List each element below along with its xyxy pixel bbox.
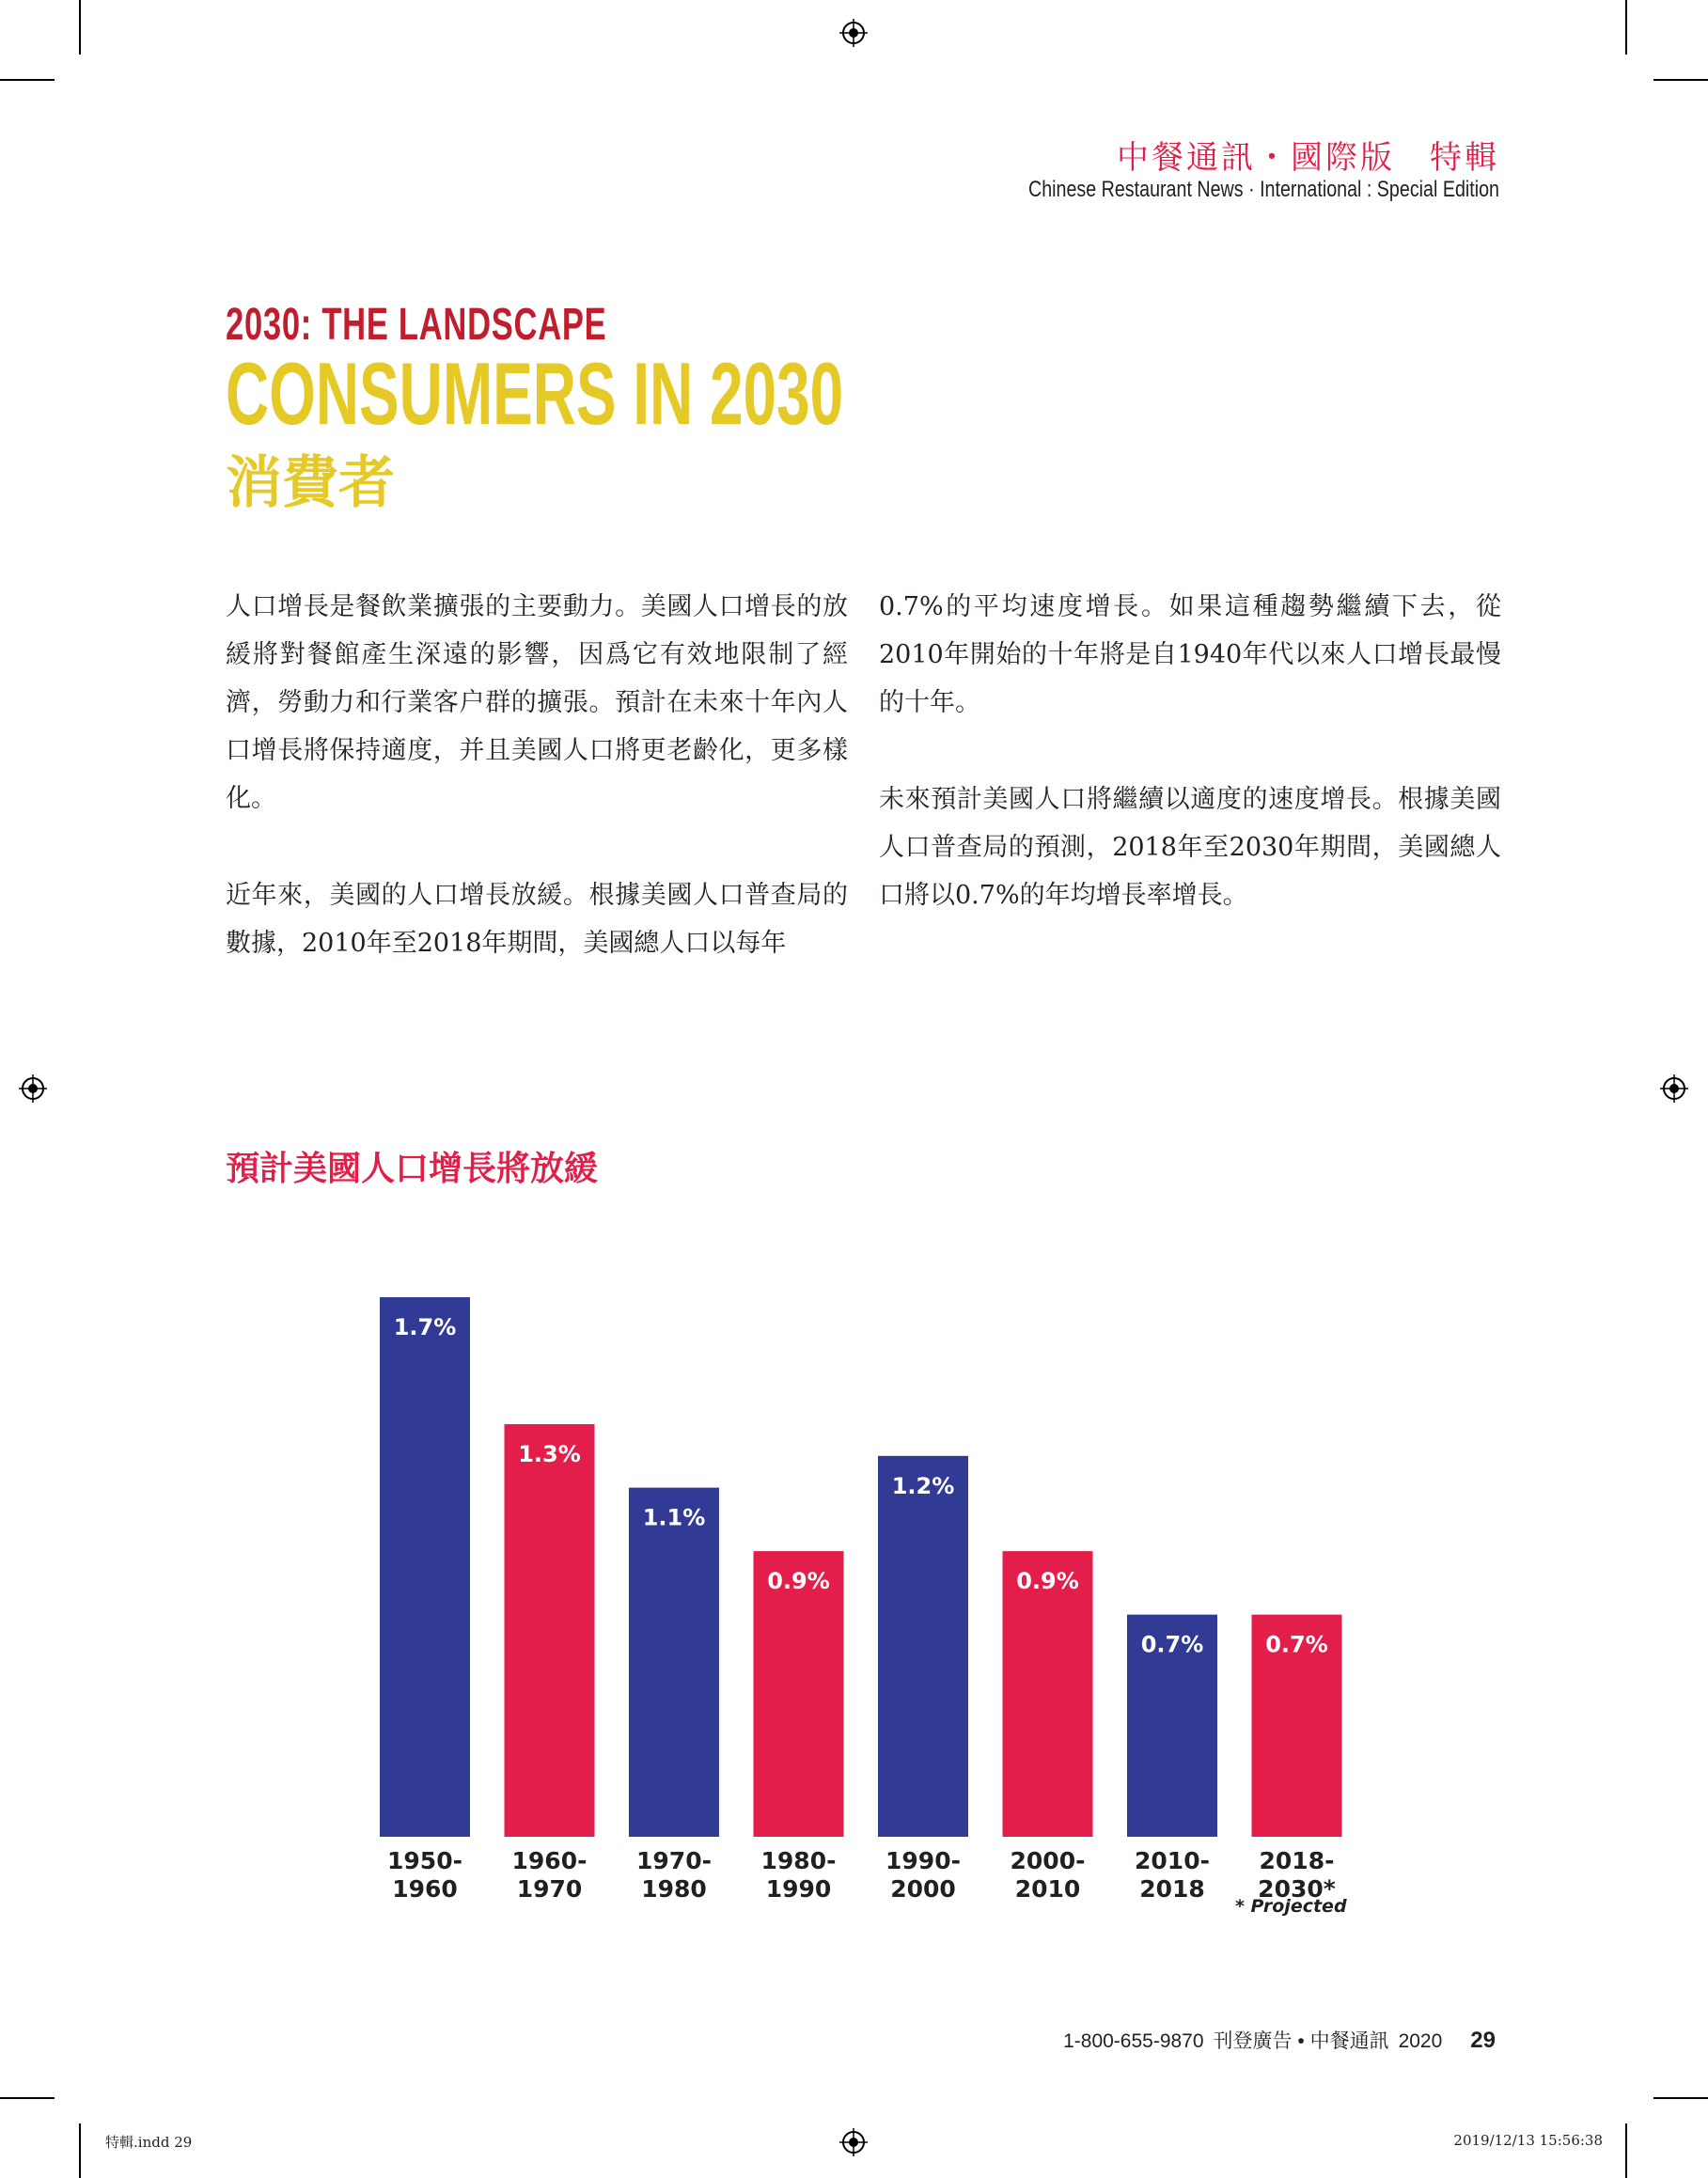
chart-data-label: 1.1%: [642, 1504, 706, 1531]
body-paragraph: 近年來，美國的人口增長放緩。根據美國人口普查局的數據，2010年至2018年期間，美國總人口以每年: [226, 881, 848, 958]
footer-phone: 1-800-655-9870: [1063, 2030, 1204, 2052]
crop-mark: [0, 79, 55, 81]
chart-tick-label: 2010: [1014, 1875, 1081, 1899]
crop-mark: [1653, 79, 1708, 81]
chart-tick-label: 2010-: [1135, 1847, 1210, 1874]
chart-tick-label: 2000: [890, 1875, 956, 1899]
chart-tick-label: 2018-: [1259, 1847, 1335, 1874]
crop-mark: [1653, 2097, 1708, 2099]
chart-title: 預計美國人口增長將放緩: [226, 1150, 599, 1188]
chart-tick-label: 2000-: [1010, 1847, 1086, 1874]
chart-data-label: 1.2%: [891, 1472, 955, 1499]
page-footer: [1063, 2026, 1496, 2054]
chart-tick-label: 1980: [641, 1875, 707, 1899]
chart-data-label: 0.9%: [767, 1568, 830, 1595]
registration-mark-icon: [839, 19, 868, 47]
chart-data-label: 0.7%: [1265, 1631, 1328, 1658]
publication-title-en: Chinese Restaurant News · International : Special Edition: [1027, 177, 1499, 202]
chart-data-label: 1.7%: [393, 1314, 457, 1340]
population-growth-bar-chart: [357, 1278, 1354, 1899]
chart-bar: [629, 1488, 719, 1837]
footer-year: 2020: [1398, 2030, 1443, 2052]
page-title: CONSUMERS IN 2030: [226, 344, 844, 443]
chart-tick-label: 1960-: [511, 1847, 588, 1874]
chart-tick-label: 1950-: [387, 1847, 462, 1874]
chart-tick-label: 1990-: [885, 1847, 961, 1874]
body-paragraph: 0.7%的平均速度增長。如果這種趨勢繼續下去，從2010年開始的十年將是自1940年代以來人口增長最慢的十年。: [879, 592, 1501, 717]
registration-mark-icon: [839, 2128, 868, 2156]
chart-tick-label: 2018: [1139, 1875, 1205, 1899]
chart-tick-label: 1970-: [636, 1847, 712, 1874]
chart-bar: [505, 1424, 595, 1837]
chart-data-label: 0.9%: [1016, 1568, 1079, 1595]
chart-tick-label: 1990: [765, 1875, 832, 1899]
body-paragraph: 未來預計美國人口將繼續以適度的速度增長。根據美國人口普查局的預測，2018年至2030年期間，美國總人口將以0.7%的年均增長率增長。: [879, 785, 1501, 910]
section-kicker: 2030: THE LANDSCAPE: [226, 300, 607, 350]
chart-bar: [380, 1297, 470, 1837]
chart-footnote: * Projected: [1235, 1896, 1347, 1917]
crop-mark: [79, 2123, 81, 2178]
page-title-cn: 消費者: [226, 450, 395, 516]
chart-data-label: 0.7%: [1140, 1631, 1204, 1658]
chart-tick-label: 1980-: [760, 1847, 837, 1874]
registration-mark-icon: [19, 1074, 47, 1103]
publication-title-cn: 中餐通訊・國際版 特輯: [1117, 139, 1499, 177]
chart-data-label: 1.3%: [518, 1441, 581, 1468]
body-paragraph: 人口增長是餐飲業擴張的主要動力。美國人口增長的放緩將對餐館產生深遠的影響，因爲它有效地限制了經濟，勞動力和行業客户群的擴張。預計在未來十年內人口增長將保持適度，并且美國人口將更老齡化，更多樣化。: [226, 592, 848, 813]
body-column-right: [879, 583, 1501, 968]
page-number: 29: [1470, 2028, 1496, 2053]
crop-mark: [0, 2097, 55, 2099]
slug-filename: 特輯.indd 29: [105, 2134, 193, 2151]
body-column-left: [226, 583, 848, 1016]
footer-ad-text: 刊登廣告 • 中餐通訊: [1213, 2030, 1389, 2052]
crop-mark: [1625, 2123, 1627, 2178]
chart-tick-label: 1960: [392, 1875, 458, 1899]
crop-mark: [79, 0, 81, 55]
slug-timestamp: 2019/12/13 15:56:38: [1453, 2132, 1603, 2149]
registration-mark-icon: [1660, 1074, 1688, 1103]
chart-tick-label: 2030*: [1258, 1875, 1336, 1899]
crop-mark: [1625, 0, 1627, 55]
chart-bar: [878, 1456, 968, 1837]
chart-tick-label: 1970: [516, 1875, 583, 1899]
